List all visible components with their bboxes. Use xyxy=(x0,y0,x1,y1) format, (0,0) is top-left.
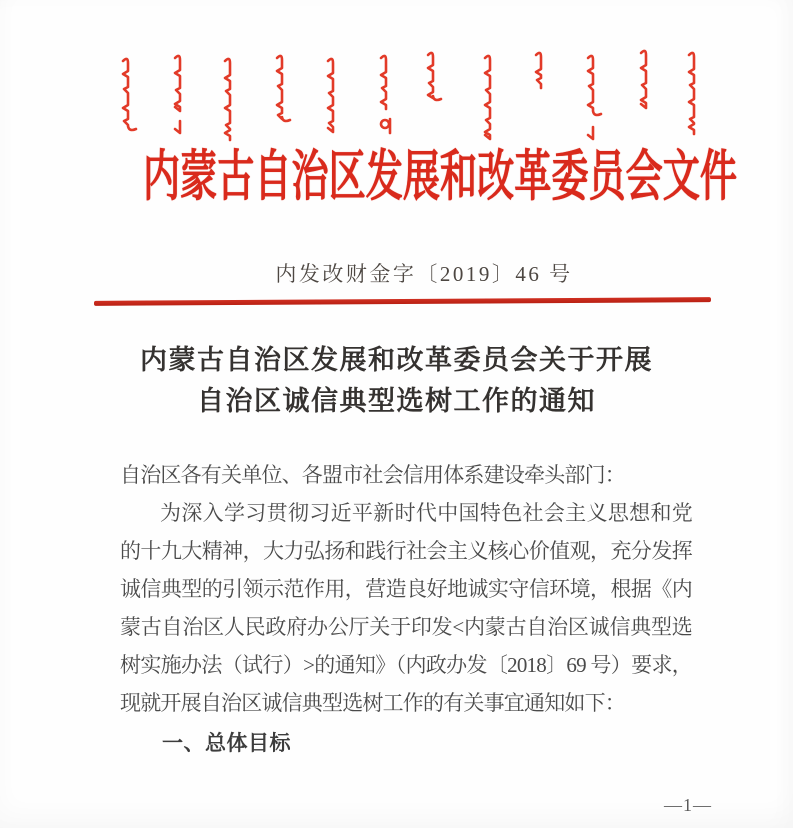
section-heading: 一、总体目标 xyxy=(162,732,291,755)
document-title-line-1: 内蒙古自治区发展和改革委员会关于开展 xyxy=(140,345,653,375)
letterhead-org-title: 内蒙古自治区发展和改革委员会文件 xyxy=(143,146,738,207)
body-line: 蒙古自治区人民政府办公厅关于印发<内蒙古自治区诚信典型选 xyxy=(120,615,692,639)
body-line: 现就开展自治区诚信典型选树工作的有关事宜通知如下： xyxy=(120,691,625,715)
body-line: 树实施办法（试行）>的通知》（内政办发〔2018〕69 号）要求， xyxy=(120,653,692,677)
document-title xyxy=(0,340,793,422)
page-number: —1— xyxy=(664,795,712,815)
letterhead xyxy=(0,144,793,210)
mongolian-script-icon xyxy=(95,46,715,158)
body-line: 为深入学习贯彻习近平新时代中国特色社会主义思想和党 xyxy=(160,501,692,525)
body-line: 的十九大精神，大力弘扬和践行社会主义核心价值观，充分发挥 xyxy=(120,539,692,563)
salutation-line: 自治区各有关单位、各盟市社会信用体系建设牵头部门： xyxy=(120,463,625,487)
body-line: 诚信典型的引领示范作用，营造良好地诚实守信环境，根据《内 xyxy=(120,577,692,601)
document-number: 内发改财金字〔2019〕46 号 xyxy=(275,262,573,286)
document-title-line-2: 自治区诚信典型选树工作的通知 xyxy=(197,386,596,416)
document-body xyxy=(120,456,692,763)
red-separator-rule xyxy=(94,297,711,306)
